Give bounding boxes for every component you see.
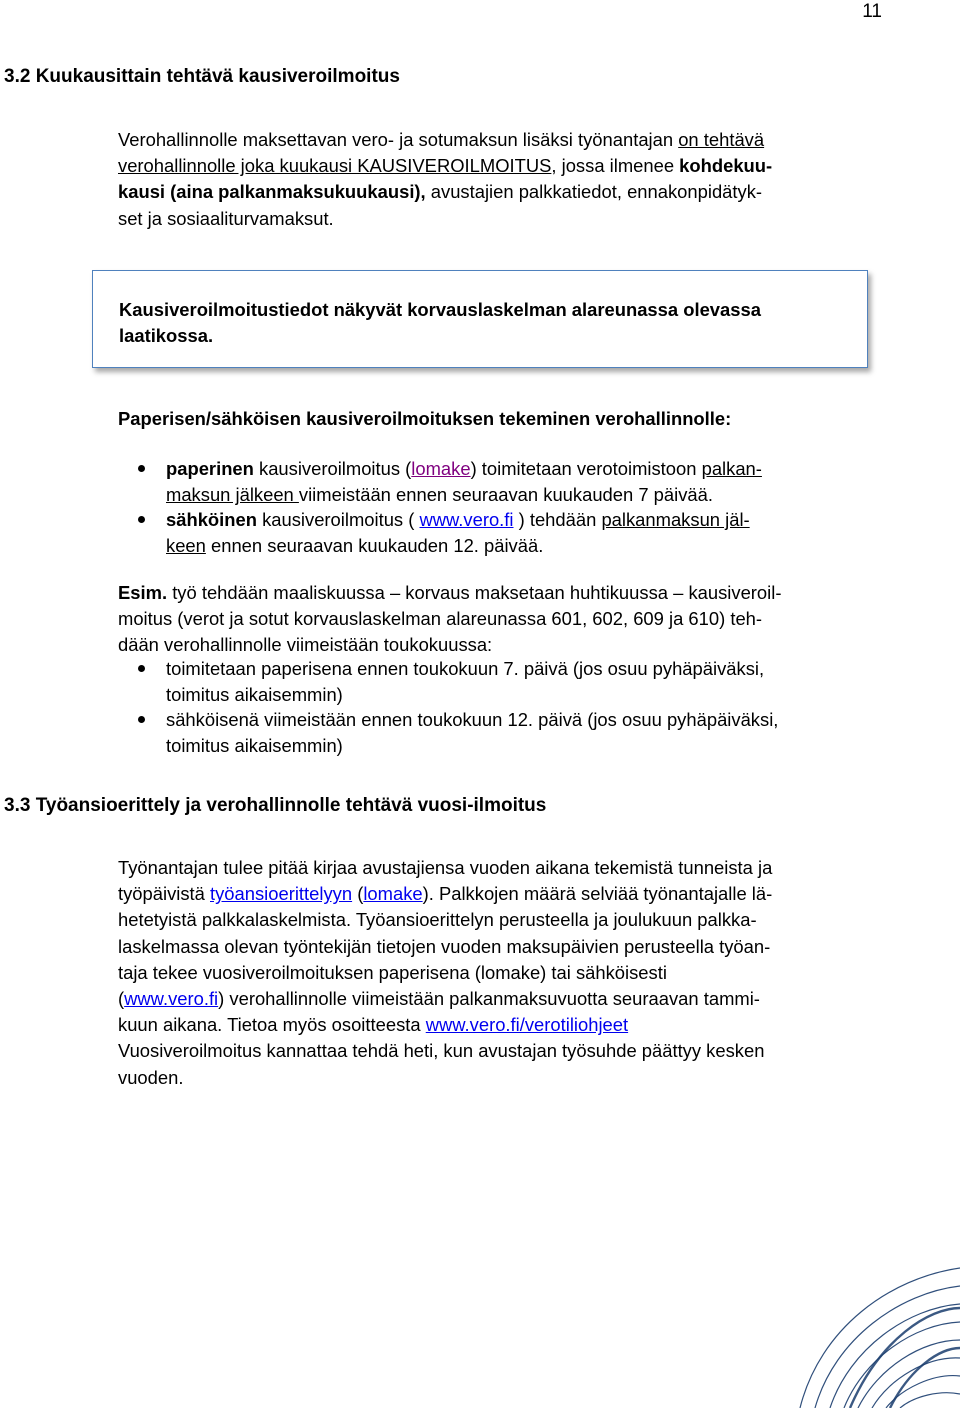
bold-text: kohdekuu- — [679, 155, 773, 177]
text: ( — [352, 883, 364, 905]
example-bullet-paper — [166, 656, 764, 708]
intro-paragraph — [118, 127, 772, 232]
text: dään verohallinnolle viimeistään toukokuussa: — [118, 634, 493, 656]
section-2-paragraph — [118, 855, 772, 1091]
text: Verohallinnolle maksettavan vero- ja sotumaksun lisäksi työnantajan — [118, 129, 679, 150]
text: viimeistään ennen seuraavan kuukauden 7 päivää. — [298, 484, 713, 506]
underlined-text: on tehtävä — [678, 129, 765, 150]
text: ). Palkkojen määrä selviää työnantajalle lä- — [422, 883, 773, 905]
text: taja tekee vuosiveroilmoituksen paperisena (lomake) tai sähköisesti — [118, 961, 667, 983]
text: ) toimitetaan verotoimistoon — [470, 458, 702, 479]
verotiliohjeet-link[interactable]: www.vero.fi/verotiliohjeet — [425, 1014, 629, 1036]
callout-line: laatikossa. — [119, 325, 214, 346]
text: ennen seuraavan kuukauden 12. päivää. — [205, 535, 544, 557]
underlined-text: keen — [166, 535, 206, 557]
text: toimitus aikaisemmin) — [166, 684, 343, 706]
text: työpäivistä — [118, 883, 210, 905]
lomake-link[interactable]: lomake — [411, 458, 471, 479]
corner-swirl-graphic — [780, 1168, 960, 1408]
underlined-text: palkanmaksun jäl- — [601, 509, 750, 530]
text: toimitus aikaisemmin) — [166, 735, 343, 757]
text: kausiveroilmoitus ( — [256, 509, 420, 530]
text: sähköisenä viimeistään ennen toukokuun 12. päivä (jos osuu pyhäpäiväksi, — [166, 709, 779, 730]
underlined-text: verohallinnolle joka kuukausi KAUSIVEROILMOITUS — [118, 155, 552, 177]
text: moitus (verot ja sotut korvauslaskelman alareunassa 601, 602, 609 ja 610) teh- — [118, 608, 763, 630]
example-paragraph — [118, 580, 781, 659]
text: toimitetaan paperisena ennen toukokuun 7. päivä (jos osuu pyhäpäiväksi, — [166, 658, 765, 679]
text: Työnantajan tulee pitää kirjaa avustajiensa vuoden aikana tekemistä tunneista ja — [118, 857, 773, 878]
section-title-3-3: 3.3 Työansioerittely ja verohallinnolle tehtävä vuosi-ilmoitus — [4, 795, 547, 816]
subheading: Paperisen/sähköisen kausiveroilmoituksen tekeminen verohallinnolle: — [118, 408, 732, 429]
example-bullet-electronic — [166, 707, 778, 759]
bold-text: sähköinen — [166, 509, 257, 530]
text: , jossa ilmenee — [551, 155, 680, 177]
callout-line: Kausiveroilmoitustiedot näkyvät korvauslaskelman alareunassa olevassa — [119, 299, 761, 320]
bullet-sahkoinen — [166, 507, 750, 559]
callout-box — [92, 270, 868, 368]
text: työ tehdään maaliskuussa – korvaus maksetaan huhtikuussa – kausiveroil- — [167, 582, 782, 603]
page-number: 11 — [862, 1, 882, 22]
text: kausiveroilmoitus ( — [253, 458, 412, 479]
vero-link[interactable]: www.vero.fi — [419, 509, 514, 530]
text: ) verohallinnolle viimeistään palkanmaksuvuotta seuraavan tammi- — [218, 988, 760, 1010]
text: vuoden. — [118, 1066, 184, 1088]
bold-text: kausi (aina palkanmaksukuukausi), — [118, 181, 426, 203]
text: kuun aikana. Tietoa myös osoitteesta — [118, 1014, 426, 1036]
section-title-3-2: 3.2 Kuukausittain tehtävä kausiveroilmoitus — [4, 66, 400, 87]
lomake-link[interactable]: lomake — [363, 883, 423, 905]
text: hetetyistä palkkalaskelmista. Työansioerittelyn perusteella ja joulukuun palkka- — [118, 909, 757, 931]
text: laskelmassa olevan työntekijän tietojen vuoden maksupäivien perusteella työan- — [118, 935, 771, 957]
bullet-icon — [138, 716, 145, 723]
text: ( — [118, 988, 125, 1010]
bullet-paperinen — [166, 456, 762, 508]
bullet-icon — [138, 465, 145, 472]
text: set ja sosiaaliturvamaksut. — [118, 207, 334, 229]
bullet-icon — [138, 516, 145, 523]
text: ) tehdään — [513, 509, 602, 530]
underlined-text: maksun jälkeen — [166, 484, 299, 506]
text: avustajien palkkatiedot, ennakonpidätyk- — [425, 181, 763, 203]
bold-text: Esim. — [118, 582, 168, 603]
bold-text: paperinen — [166, 458, 254, 479]
tyoansioerittely-link[interactable]: työansioerittelyyn — [210, 883, 353, 905]
text: Vuosiveroilmoitus kannattaa tehdä heti, kun avustajan työsuhde päättyy kesken — [118, 1040, 765, 1062]
underlined-text: palkan- — [701, 458, 762, 479]
callout-text — [119, 297, 761, 349]
vero-link[interactable]: www.vero.fi — [124, 988, 219, 1010]
bullet-icon — [138, 665, 145, 672]
